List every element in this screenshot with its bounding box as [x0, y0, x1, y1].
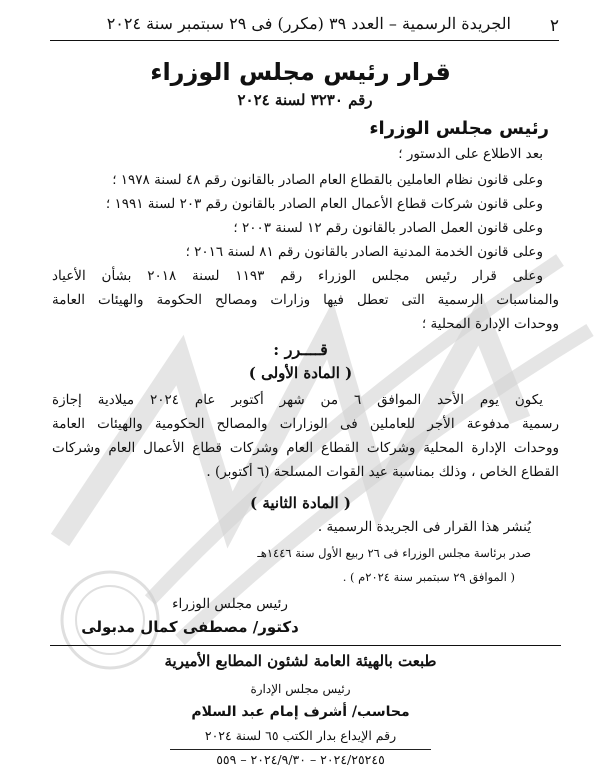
article1-heading: ( المادة الأولى ): [248, 364, 353, 382]
issuance-line: صدر برئاسة مجلس الوزراء فى ٢٦ ربيع الأول سنة ١٤٤٦هـ: [257, 546, 531, 560]
page-number: ٢: [549, 16, 559, 36]
article2-heading: ( المادة الثانية ): [250, 494, 351, 512]
footer-rule-bottom: [170, 749, 431, 750]
signature-title: رئيس مجلس الوزراء: [172, 596, 288, 612]
article1-line: رسمية مدفوعة الأجر للعاملين فى الوزارات والمصالح الحكومية والهيئات العامة: [52, 416, 559, 432]
issuer-heading: رئيس مجلس الوزراء: [369, 118, 549, 139]
preamble-line: ووحدات الإدارة المحلية ؛: [421, 316, 559, 332]
preamble-line: وعلى قانون العمل الصادر بالقانون رقم ١٢ لسنة ٢٠٠٣ ؛: [233, 220, 543, 236]
signature-name: دكتور/ مصطفى كمال مدبولى: [81, 618, 299, 636]
preamble-line: وعلى قانون نظام العاملين بالقطاع العام الصادر بالقانون رقم ٤٨ لسنة ١٩٧٨ ؛: [112, 172, 543, 188]
running-title: الجريدة الرسمية – العدد ٣٩ (مكرر) فى ٢٩ سبتمبر سنة ٢٠٢٤: [106, 14, 511, 33]
deposit-number: رقم الإيداع بدار الكتب ٦٥ لسنة ٢٠٢٤: [204, 728, 397, 743]
preamble-line: وعلى قرار رئيس مجلس الوزراء رقم ١١٩٣ لسنة ٢٠١٨ بشأن الأعياد: [52, 268, 543, 284]
decided-label: قــــرر :: [273, 340, 328, 359]
article2-text: يُنشر هذا القرار فى الجريدة الرسمية .: [317, 519, 531, 535]
article1-line: يكون يوم الأحد الموافق ٦ من شهر أكتوبر عام ٢٠٢٤ ميلادية إجازة: [52, 392, 543, 408]
decree-number: رقم ٣٢٣٠ لسنة ٢٠٢٤: [237, 91, 373, 109]
preamble-line: وعلى قانون الخدمة المدنية الصادر بالقانون رقم ٨١ لسنة ٢٠١٦ ؛: [185, 244, 543, 260]
issuance-line: ( الموافق ٢٩ سبتمبر سنة ٢٠٢٤م ) .: [342, 570, 515, 584]
preamble-line: وعلى قانون شركات قطاع الأعمال العام الصادر بالقانون رقم ٢٠٣ لسنة ١٩٩١ ؛: [105, 196, 543, 212]
board-chair-title: رئيس مجلس الإدارة: [250, 682, 351, 696]
board-chair-name: محاسب/ أشرف إمام عبد السلام: [191, 704, 410, 720]
printed-by: طبعت بالهيئة العامة لشئون المطابع الأميرية: [164, 652, 437, 670]
article1-line: ووحدات الإدارة المحلية وشركات القطاع العام وشركات قطاع الأعمال العام وشركات: [52, 440, 559, 456]
footer-rule-top: [50, 645, 561, 646]
header-rule: [50, 40, 559, 41]
serial-number: ٢٠٢٤/٢٥٢٤٥ – ٢٠٢٤/٩/٣٠ – ٥٥٩: [216, 752, 385, 767]
preamble-line: بعد الاطلاع على الدستور ؛: [398, 146, 543, 162]
article1-line: القطاع الخاص ، وذلك بمناسبة عيد القوات المسلحة (٦ أكتوبر) .: [206, 464, 559, 480]
preamble-line: والمناسبات الرسمية التى تعطل فيها وزارات ومصالح الحكومة والهيئات العامة: [52, 292, 559, 308]
decree-title: قرار رئيس مجلس الوزراء: [150, 58, 451, 86]
